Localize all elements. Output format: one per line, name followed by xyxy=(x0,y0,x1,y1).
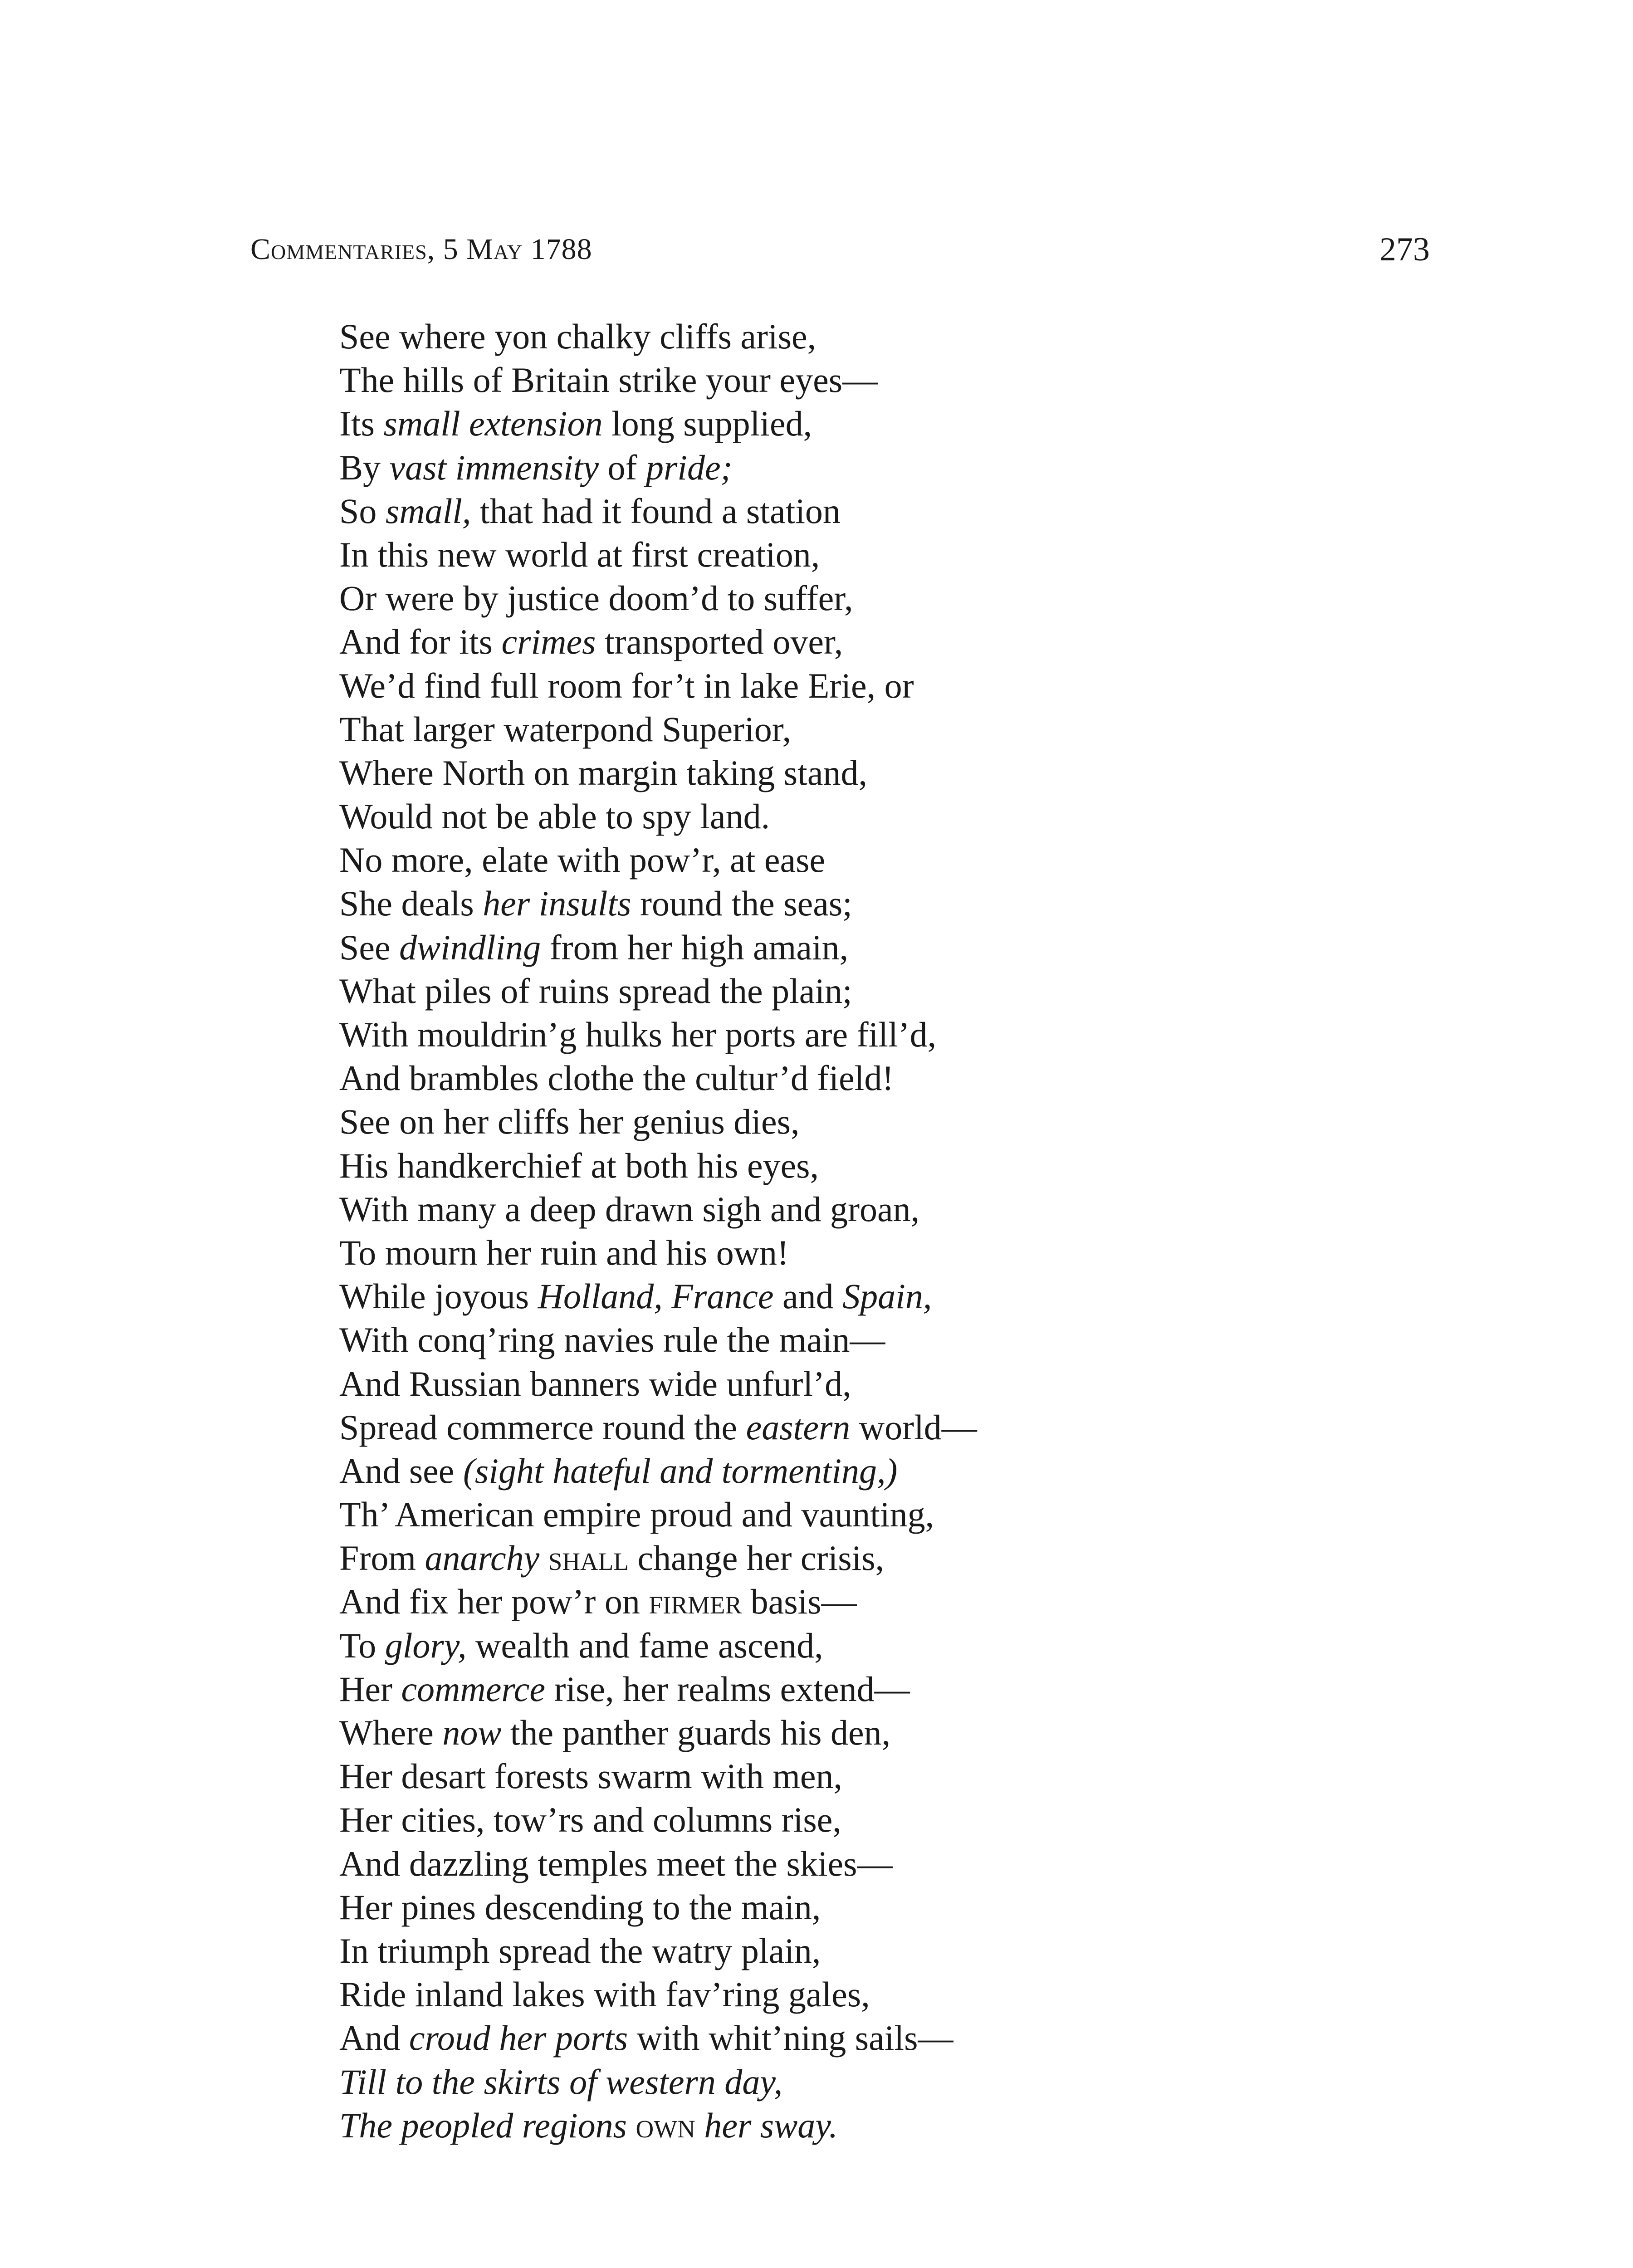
poem-line xyxy=(339,1624,1383,1667)
text-run: Where North on margin taking stand, xyxy=(339,753,867,792)
poem-line xyxy=(339,1449,1383,1493)
poem-body xyxy=(339,315,1383,2147)
italic-run: croud her ports xyxy=(409,2018,628,2058)
text-run: from her high amain, xyxy=(541,927,849,967)
text-run: From xyxy=(339,1538,425,1578)
text-run: basis— xyxy=(742,1582,857,1622)
text-run: wealth and fame ascend, xyxy=(466,1625,823,1665)
running-head-month: May xyxy=(466,233,523,266)
poem-line xyxy=(339,1013,1383,1056)
text-run: world— xyxy=(850,1407,977,1447)
poem-line xyxy=(339,708,1383,751)
poem-line xyxy=(339,1929,1383,1973)
text-run: To xyxy=(339,1625,385,1665)
text-run: In triumph spread the watry plain, xyxy=(339,1931,821,1970)
italic-run: (sight hateful and tormenting,) xyxy=(463,1451,898,1491)
italic-run: Till to the skirts of western day, xyxy=(339,2062,783,2102)
italic-run: eastern xyxy=(746,1407,851,1447)
text-run: And fix her pow’r on xyxy=(339,1582,649,1622)
poem-line xyxy=(339,795,1383,838)
italic-run: Spain, xyxy=(842,1276,932,1316)
text-run: What piles of ruins spread the plain; xyxy=(339,971,852,1011)
poem-line xyxy=(339,1798,1383,1842)
text-run xyxy=(539,1538,548,1578)
italic-run: her insults xyxy=(483,884,631,924)
poem-line xyxy=(339,1188,1383,1231)
text-run: And dazzling temples meet the skies— xyxy=(339,1843,893,1883)
italic-run: Holland, France xyxy=(538,1276,774,1316)
poem-line xyxy=(339,1842,1383,1886)
poem-line xyxy=(339,1973,1383,2016)
text-run: Or were by justice doom’d to suffer, xyxy=(339,578,853,618)
poem-line xyxy=(339,1056,1383,1100)
poem-line xyxy=(339,882,1383,925)
running-head-year: 1788 xyxy=(523,233,592,266)
text-run: His handkerchief at both his eyes, xyxy=(339,1145,819,1185)
poem-line xyxy=(339,2016,1383,2060)
text-run: Its xyxy=(339,404,384,444)
italic-run: crimes xyxy=(501,622,596,662)
poem-line xyxy=(339,489,1383,533)
text-run: and xyxy=(773,1276,843,1316)
text-run: And see xyxy=(339,1451,463,1491)
poem-line xyxy=(339,969,1383,1013)
poem-line xyxy=(339,1318,1383,1362)
text-run: And for its xyxy=(339,622,502,662)
text-run: See on her cliffs her genius dies, xyxy=(339,1102,800,1142)
text-run: With mouldrin’g hulks her ports are fill’d, xyxy=(339,1015,937,1054)
italic-run: pride; xyxy=(645,447,733,487)
poem-line xyxy=(339,1493,1383,1536)
poem-line xyxy=(339,1275,1383,1318)
text-run: And xyxy=(339,2018,409,2058)
italic-run: dwindling xyxy=(399,927,541,967)
text-run: with whit’ning sails— xyxy=(628,2018,953,2058)
text-run: We’d find full room for’t in lake Erie, or xyxy=(339,665,914,705)
text-run: transported over, xyxy=(596,622,843,662)
poem-line xyxy=(339,751,1383,795)
page-header xyxy=(250,229,1430,270)
text-run: rise, her realms extend— xyxy=(545,1669,910,1709)
poem-line xyxy=(339,1667,1383,1711)
poem-line xyxy=(339,620,1383,664)
italic-run: The peopled regions xyxy=(339,2105,636,2145)
text-run: Where xyxy=(339,1713,443,1752)
small-caps-run: shall xyxy=(548,1538,629,1578)
text-run: And Russian banners wide unfurl’d, xyxy=(339,1364,851,1403)
text-run: To mourn her ruin and his own! xyxy=(339,1232,789,1272)
text-run: See where yon chalky cliffs arise, xyxy=(339,317,816,356)
poem-line xyxy=(339,1100,1383,1144)
poem-line xyxy=(339,533,1383,577)
poem-line xyxy=(339,1144,1383,1188)
text-run: Her desart forests swarm with men, xyxy=(339,1756,843,1796)
poem-line xyxy=(339,1755,1383,1798)
running-head-title: Commentaries xyxy=(250,233,427,266)
italic-run: small, xyxy=(385,491,471,531)
poem-line xyxy=(339,402,1383,445)
italic-run: vast immensity xyxy=(389,447,599,487)
text-run: She deals xyxy=(339,884,483,924)
small-caps-run: own xyxy=(636,2105,695,2145)
poem-line xyxy=(339,1362,1383,1406)
text-run: No more, elate with pow’r, at ease xyxy=(339,840,826,880)
poem-line xyxy=(339,838,1383,882)
page-number: 273 xyxy=(1379,231,1430,268)
text-run: The hills of Britain strike your eyes— xyxy=(339,360,878,400)
poem-line xyxy=(339,1536,1383,1580)
text-run: long supplied, xyxy=(602,404,812,444)
poem-line xyxy=(339,358,1383,402)
italic-run: her sway. xyxy=(695,2105,838,2145)
italic-run: glory, xyxy=(385,1625,467,1665)
text-run: So xyxy=(339,491,386,531)
poem-line xyxy=(339,2104,1383,2147)
poem-line xyxy=(339,1886,1383,1929)
text-run: Her xyxy=(339,1669,401,1709)
text-run: Th’ American empire proud and vaunting, xyxy=(339,1495,934,1535)
text-run: Spread commerce round the xyxy=(339,1407,746,1447)
poem-line xyxy=(339,2060,1383,2104)
poem-line xyxy=(339,577,1383,620)
poem-line xyxy=(339,664,1383,708)
text-run: By xyxy=(339,447,390,487)
text-run: With many a deep drawn sigh and groan, xyxy=(339,1189,920,1229)
text-run: Her pines descending to the main, xyxy=(339,1887,821,1927)
italic-run: anarchy xyxy=(425,1538,540,1578)
poem-line xyxy=(339,315,1383,358)
text-run: While joyous xyxy=(339,1276,538,1316)
italic-run: now xyxy=(442,1713,502,1752)
text-run: In this new world at first creation, xyxy=(339,534,820,574)
text-run: Would not be able to spy land. xyxy=(339,797,770,836)
poem-line xyxy=(339,1231,1383,1275)
text-run: See xyxy=(339,927,400,967)
small-caps-run: firmer xyxy=(649,1582,742,1622)
text-run: of xyxy=(598,447,646,487)
text-run: Ride inland lakes with fav’ring gales, xyxy=(339,1975,870,2014)
text-run: round the seas; xyxy=(631,884,852,924)
text-run: And brambles clothe the cultur’d field! xyxy=(339,1058,894,1098)
poem-line xyxy=(339,926,1383,969)
text-run: With conq’ring navies rule the main— xyxy=(339,1320,885,1360)
poem-line xyxy=(339,1711,1383,1755)
poem-line xyxy=(339,1580,1383,1623)
text-run: the panther guards his den, xyxy=(501,1713,891,1752)
poem-line xyxy=(339,446,1383,489)
text-run: That larger waterpond Superior, xyxy=(339,709,792,749)
poem-line xyxy=(339,1406,1383,1449)
italic-run: small extension xyxy=(383,404,603,444)
running-head-separator: , 5 xyxy=(427,233,467,266)
text-run: Her cities, tow’rs and columns rise, xyxy=(339,1800,841,1840)
text-run: that had it found a station xyxy=(471,491,841,531)
italic-run: commerce xyxy=(401,1669,546,1709)
text-run: change her crisis, xyxy=(628,1538,885,1578)
running-head xyxy=(250,229,592,270)
